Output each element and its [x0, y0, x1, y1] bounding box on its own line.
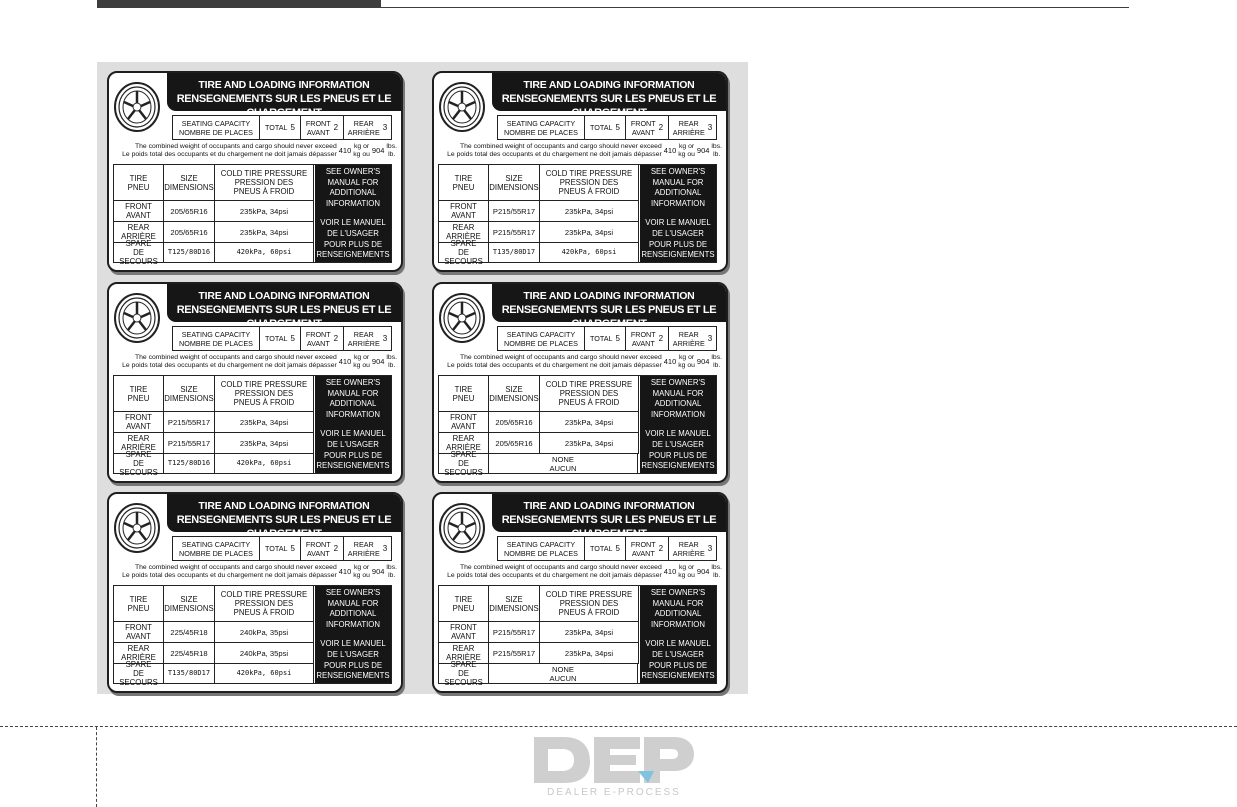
weight-limit: The combined weight of occupants and cargo should never exceed Le poids total des occupants et du chargement ne doit jamais dépasser 410 kg or kg ou 904 lbs. lb.	[447, 353, 722, 369]
table-header-row: TIRE PNEU SIZE DIMENSIONS COLD TIRE PRESSURE PRESSION DES PNEUS À FROID	[439, 165, 639, 201]
seating-capacity-label: SEATING CAPACITY NOMBRE DE PLACES	[498, 537, 585, 560]
seating-box	[497, 536, 717, 561]
seating-box	[497, 115, 717, 140]
label-header	[167, 73, 401, 119]
owners-manual-note: SEE OWNER'S MANUAL FOR ADDITIONAL INFORMATION VOIR LE MANUEL DE L'USAGER POUR PLUS DE RENSEIGNEMENTS	[640, 376, 716, 473]
table-row-spare: SPARE DE SECOURS T135/80D17 420kPa, 60psi	[114, 664, 314, 683]
table-row-front: FRONT AVANT 205/65R16 235kPa, 34psi	[439, 412, 639, 433]
tire-label-4	[432, 282, 728, 483]
seating-box	[172, 115, 392, 140]
label-title: TIRE AND LOADING INFORMATION	[198, 500, 370, 512]
seating-rear: REAR ARRIÈRE 3	[347, 329, 388, 348]
top-rule-line	[381, 7, 1129, 8]
tire-table	[438, 375, 717, 477]
wheel-icon	[438, 502, 488, 554]
wheel-icon	[113, 502, 163, 554]
tire-label-6	[432, 492, 728, 693]
wheel-icon	[438, 292, 488, 344]
label-header	[492, 73, 726, 119]
seating-box	[172, 326, 392, 351]
seating-front: FRONT AVANT 2	[626, 116, 669, 139]
weight-limit: The combined weight of occupants and cargo should never exceed Le poids total des occupants et du chargement ne doit jamais dépasser 410 kg or kg ou 904 lbs. lb.	[122, 563, 397, 579]
seating-front: FRONT AVANT 2	[301, 116, 344, 139]
label-title: TIRE AND LOADING INFORMATION	[523, 79, 695, 91]
margin-dashed-rule	[96, 727, 97, 807]
tire-label-2	[432, 71, 728, 272]
owners-manual-note: SEE OWNER'S MANUAL FOR ADDITIONAL INFORMATION VOIR LE MANUEL DE L'USAGER POUR PLUS DE RENSEIGNEMENTS	[315, 376, 391, 473]
table-row-rear: REAR ARRIÈRE P215/55R17 235kPa, 34psi	[114, 433, 314, 454]
owners-manual-note: SEE OWNER'S MANUAL FOR ADDITIONAL INFORMATION VOIR LE MANUEL DE L'USAGER POUR PLUS DE RENSEIGNEMENTS	[640, 165, 716, 262]
seating-box	[497, 326, 717, 351]
label-subtitle: RENSEGNEMENTS SUR LES PNEUS ET LE CHARGEMENT	[501, 514, 717, 540]
label-header	[492, 284, 726, 330]
table-row-spare: SPARE DE SECOURS NONE AUCUN	[439, 664, 639, 683]
tire-label-5	[107, 492, 403, 693]
label-header	[492, 494, 726, 540]
seating-total: TOTAL 5	[585, 537, 626, 560]
label-subtitle: RENSEGNEMENTS SUR LES PNEUS ET LE CHARGEMENT	[176, 93, 392, 119]
seating-front: FRONT AVANT 2	[301, 537, 344, 560]
seating-rear: REAR ARRIÈRE 3	[347, 539, 388, 558]
owners-manual-note: SEE OWNER'S MANUAL FOR ADDITIONAL INFORMATION VOIR LE MANUEL DE L'USAGER POUR PLUS DE RENSEIGNEMENTS	[315, 165, 391, 262]
weight-limit: The combined weight of occupants and cargo should never exceed Le poids total des occupants et du chargement ne doit jamais dépasser 410 kg or kg ou 904 lbs. lb.	[447, 563, 722, 579]
owners-manual-note: SEE OWNER'S MANUAL FOR ADDITIONAL INFORMATION VOIR LE MANUEL DE L'USAGER POUR PLUS DE RENSEIGNEMENTS	[315, 586, 391, 683]
seating-total: TOTAL 5	[585, 116, 626, 139]
wheel-icon	[113, 81, 163, 133]
tire-table	[113, 164, 392, 266]
wheel-icon	[438, 81, 488, 133]
label-header	[167, 494, 401, 540]
label-subtitle: RENSEGNEMENTS SUR LES PNEUS ET LE CHARGEMENT	[501, 93, 717, 119]
weight-limit: The combined weight of occupants and cargo should never exceed Le poids total des occupants et du chargement ne doit jamais dépasser 410 kg or kg ou 904 lbs. lb.	[122, 353, 397, 369]
tire-table	[438, 585, 717, 687]
table-row-spare: SPARE DE SECOURS T135/80D17 420kPa, 60psi	[439, 243, 639, 262]
table-header-row: TIRE PNEU SIZE DIMENSIONS COLD TIRE PRESSURE PRESSION DES PNEUS À FROID	[439, 586, 639, 622]
wheel-icon	[113, 292, 163, 344]
seating-front: FRONT AVANT 2	[301, 327, 344, 350]
table-header-row: TIRE PNEU SIZE DIMENSIONS COLD TIRE PRESSURE PRESSION DES PNEUS À FROID	[114, 376, 314, 412]
table-row-spare: SPARE DE SECOURS T125/80D16 420kPa, 60psi	[114, 243, 314, 262]
seating-capacity-label: SEATING CAPACITY NOMBRE DE PLACES	[173, 327, 260, 350]
label-title: TIRE AND LOADING INFORMATION	[523, 500, 695, 512]
seating-capacity-label: SEATING CAPACITY NOMBRE DE PLACES	[173, 537, 260, 560]
tire-table	[113, 585, 392, 687]
owners-manual-note: SEE OWNER'S MANUAL FOR ADDITIONAL INFORMATION VOIR LE MANUEL DE L'USAGER POUR PLUS DE RENSEIGNEMENTS	[640, 586, 716, 683]
seating-capacity-label: SEATING CAPACITY NOMBRE DE PLACES	[498, 327, 585, 350]
label-title: TIRE AND LOADING INFORMATION	[198, 290, 370, 302]
table-row-front: FRONT AVANT 225/45R18 240kPa, 35psi	[114, 622, 314, 643]
label-header	[167, 284, 401, 330]
seating-total: TOTAL 5	[260, 537, 301, 560]
table-row-rear: REAR ARRIÈRE P215/55R17 235kPa, 34psi	[439, 643, 639, 664]
seating-total: TOTAL 5	[260, 116, 301, 139]
weight-limit: The combined weight of occupants and cargo should never exceed Le poids total des occupants et du chargement ne doit jamais dépasser 410 kg or kg ou 904 lbs. lb.	[122, 142, 397, 158]
seating-rear: REAR ARRIÈRE 3	[347, 118, 388, 137]
table-row-spare: SPARE DE SECOURS T125/80D16 420kPa, 60psi	[114, 454, 314, 473]
logo-caption: DEALER E-PROCESS	[547, 787, 681, 798]
table-header-row: TIRE PNEU SIZE DIMENSIONS COLD TIRE PRESSURE PRESSION DES PNEUS À FROID	[114, 165, 314, 201]
label-title: TIRE AND LOADING INFORMATION	[198, 79, 370, 91]
label-subtitle: RENSEGNEMENTS SUR LES PNEUS ET LE CHARGEMENT	[176, 304, 392, 330]
table-row-front: FRONT AVANT 205/65R16 235kPa, 34psi	[114, 201, 314, 222]
seating-front: FRONT AVANT 2	[626, 327, 669, 350]
tire-labels-panel	[97, 62, 748, 694]
label-title: TIRE AND LOADING INFORMATION	[523, 290, 695, 302]
seating-rear: REAR ARRIÈRE 3	[672, 329, 713, 348]
seating-capacity-label: SEATING CAPACITY NOMBRE DE PLACES	[498, 116, 585, 139]
table-row-rear: REAR ARRIÈRE 205/65R16 235kPa, 34psi	[114, 222, 314, 243]
seating-total: TOTAL 5	[585, 327, 626, 350]
table-row-front: FRONT AVANT P215/55R17 235kPa, 34psi	[114, 412, 314, 433]
seating-front: FRONT AVANT 2	[626, 537, 669, 560]
tire-table	[438, 164, 717, 266]
table-row-rear: REAR ARRIÈRE 205/65R16 235kPa, 34psi	[439, 433, 639, 454]
top-rule-dark	[97, 0, 381, 8]
label-subtitle: RENSEGNEMENTS SUR LES PNEUS ET LE CHARGEMENT	[501, 304, 717, 330]
table-row-front: FRONT AVANT P215/55R17 235kPa, 34psi	[439, 201, 639, 222]
table-row-rear: REAR ARRIÈRE P215/55R17 235kPa, 34psi	[439, 222, 639, 243]
tire-table	[113, 375, 392, 477]
footer-dashed-rule	[0, 726, 1237, 727]
label-subtitle: RENSEGNEMENTS SUR LES PNEUS ET LE CHARGEMENT	[176, 514, 392, 540]
seating-total: TOTAL 5	[260, 327, 301, 350]
tire-label-1	[107, 71, 403, 272]
table-header-row: TIRE PNEU SIZE DIMENSIONS COLD TIRE PRESSURE PRESSION DES PNEUS À FROID	[114, 586, 314, 622]
table-header-row: TIRE PNEU SIZE DIMENSIONS COLD TIRE PRESSURE PRESSION DES PNEUS À FROID	[439, 376, 639, 412]
seating-rear: REAR ARRIÈRE 3	[672, 539, 713, 558]
table-row-front: FRONT AVANT P215/55R17 235kPa, 34psi	[439, 622, 639, 643]
seating-box	[172, 536, 392, 561]
tire-label-3	[107, 282, 403, 483]
seating-capacity-label: SEATING CAPACITY NOMBRE DE PLACES	[173, 116, 260, 139]
table-row-rear: REAR ARRIÈRE 225/45R18 240kPa, 35psi	[114, 643, 314, 664]
seating-rear: REAR ARRIÈRE 3	[672, 118, 713, 137]
table-row-spare: SPARE DE SECOURS NONE AUCUN	[439, 454, 639, 473]
weight-limit: The combined weight of occupants and cargo should never exceed Le poids total des occupants et du chargement ne doit jamais dépasser 410 kg or kg ou 904 lbs. lb.	[447, 142, 722, 158]
